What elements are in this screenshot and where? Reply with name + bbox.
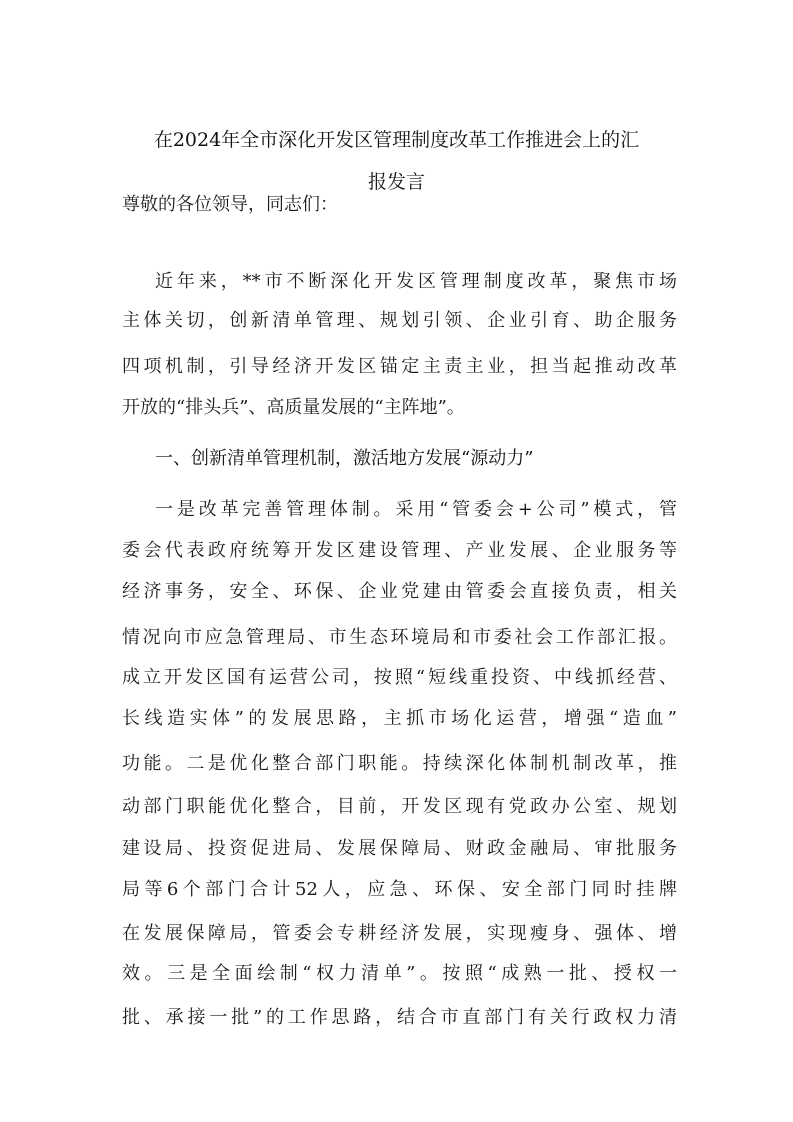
body-line: 动部门职能优化整合，目前，开发区现有党政办公室、规划 (122, 796, 677, 817)
intro-line: 近年来，**市不断深化开发区管理制度改革，聚焦市场 (155, 271, 677, 292)
body-line: 功能。二是优化整合部门职能。持续深化体制机制改革，推 (122, 753, 677, 774)
document-title-line-1: 在2024年全市深化开发区管理制度改革工作推进会上的汇 (153, 129, 640, 151)
intro-line: 四项机制，引导经济开发区锚定主责主业，担当起推动改革 (122, 356, 677, 377)
body-line: 情况向市应急管理局、市生态环境局和市委社会工作部汇报。 (122, 627, 677, 648)
body-line: 批、承接一批”的工作思路，结合市直部门有关行政权力清 (122, 1007, 677, 1028)
document-title-line-2: 报发言 (367, 171, 425, 193)
body-line: 效。三是全面绘制“权力清单”。按照“成熟一批、授权一 (122, 963, 677, 984)
body-line: 委会代表政府统筹开发区建设管理、产业发展、企业服务等 (122, 540, 677, 561)
salutation: 尊敬的各位领导，同志们： (122, 194, 338, 215)
body-line: 局等6个部门合计52人，应急、环保、安全部门同时挂牌 (122, 879, 677, 900)
intro-line: 主体关切，创新清单管理、规划引领、企业引育、助企服务 (122, 310, 677, 331)
intro-line: 开放的“排头兵”、高质量发展的“主阵地”。 (122, 397, 465, 418)
body-line: 经济事务，安全、环保、企业党建由管委会直接负责，相关 (122, 581, 677, 602)
section-heading: 一、创新清单管理机制，激活地方发展“源动力” (155, 448, 534, 469)
body-line: 成立开发区国有运营公司，按照“短线重投资、中线抓经营、 (122, 667, 677, 688)
body-line: 长线造实体”的发展思路，主抓市场化运营，增强“造血” (122, 708, 677, 729)
body-line: 建设局、投资促进局、发展保障局、财政金融局、审批服务 (122, 838, 677, 859)
body-line: 在发展保障局，管委会专耕经济发展，实现瘦身、强体、增 (122, 923, 677, 944)
body-line: 一是改革完善管理体制。采用“管委会+公司”模式，管 (155, 499, 677, 520)
